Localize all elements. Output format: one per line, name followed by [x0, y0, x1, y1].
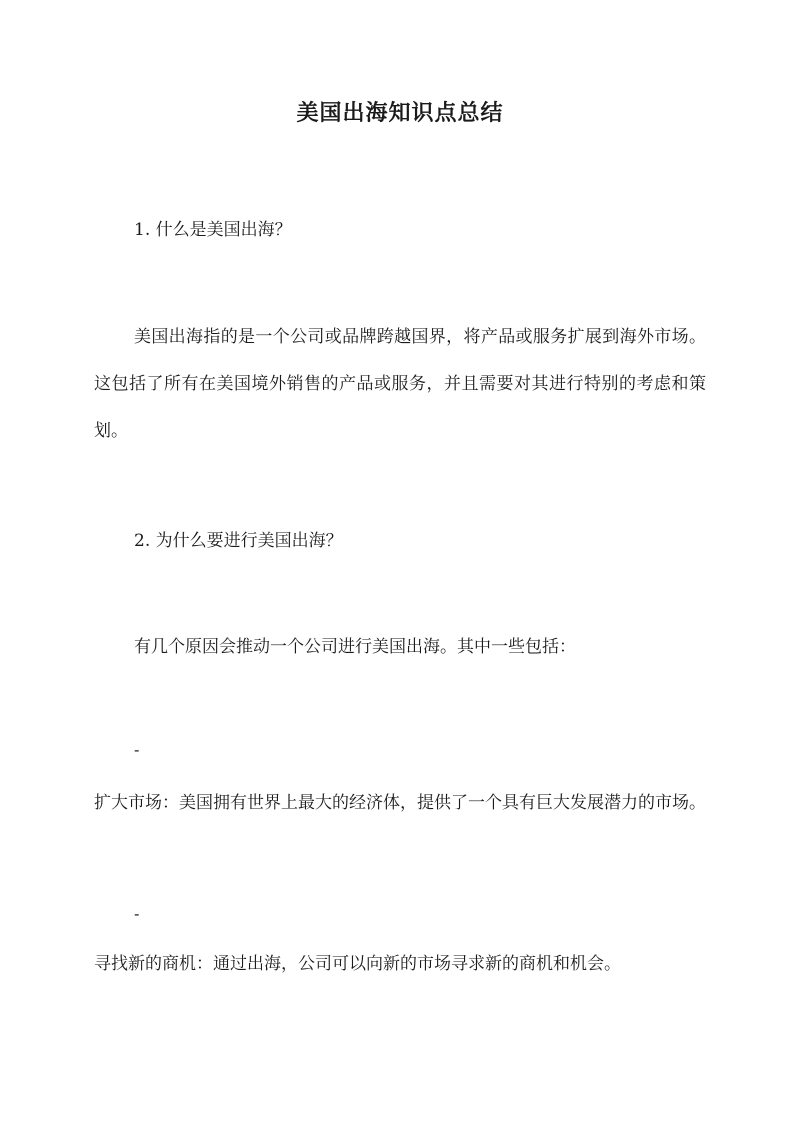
list-item-1: 扩大市场：美国拥有世界上最大的经济体，提供了一个具有巨大发展潜力的市场。	[94, 793, 706, 813]
list-bullet-1: -	[134, 740, 140, 759]
list-bullet-2: -	[134, 904, 140, 923]
section-heading-1: 1. 什么是美国出海？	[134, 220, 292, 240]
section-heading-2: 2. 为什么要进行美国出海？	[134, 531, 343, 551]
document-title: 美国出海知识点总结	[296, 100, 504, 126]
section-paragraph-1: 美国出海指的是一个公司或品牌跨越国界，将产品或服务扩展到海外市场。这包括了所有在美国境外销售的产品或服务，并且需要对其进行特别的考虑和策划。	[94, 327, 706, 441]
section-paragraph-2: 有几个原因会推动一个公司进行美国出海。其中一些包括：	[134, 637, 576, 657]
list-item-2: 寻找新的商机：通过出海，公司可以向新的市场寻求新的商机和机会。	[94, 954, 621, 974]
